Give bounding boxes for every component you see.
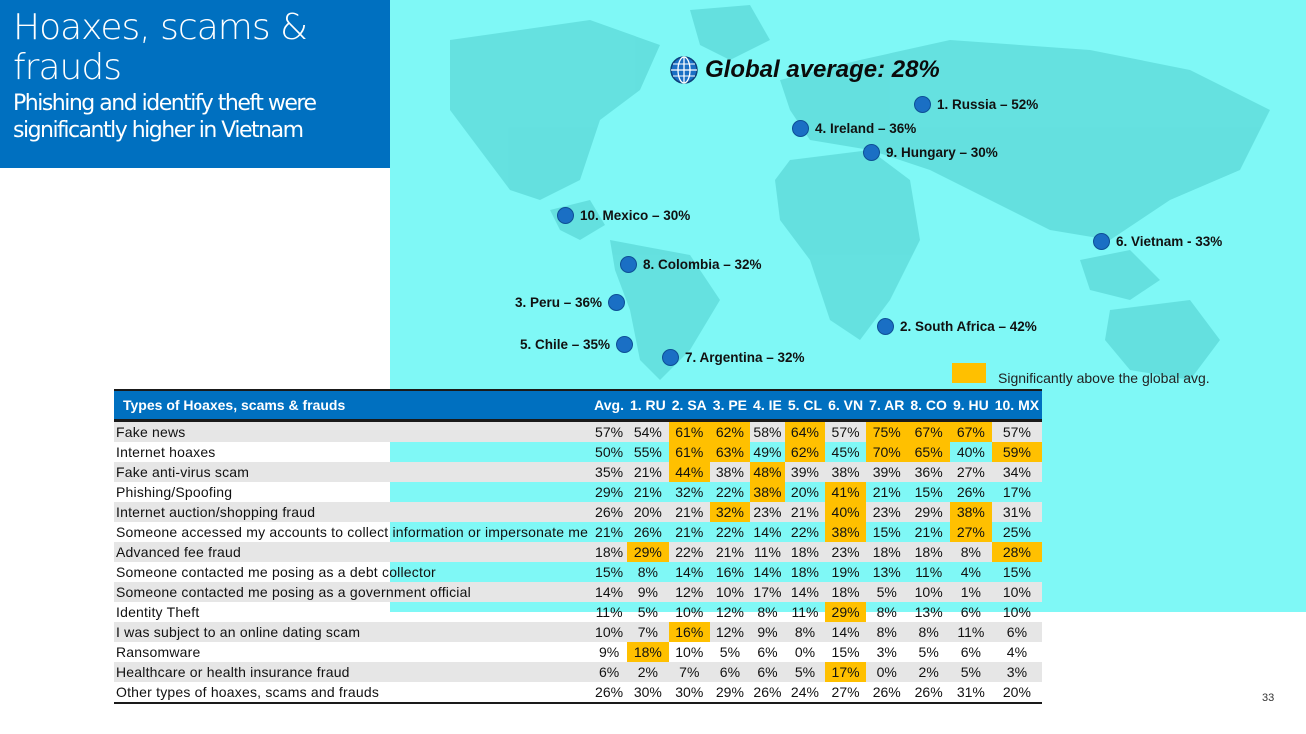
table-cell: 57% bbox=[825, 421, 866, 443]
table-cell: 23% bbox=[825, 542, 866, 562]
table-row bbox=[114, 642, 1042, 662]
table-cell: 4% bbox=[960, 564, 981, 580]
table-cell-highlighted: 17% bbox=[825, 662, 866, 682]
table-cell-highlighted: 67% bbox=[907, 421, 950, 443]
table-cell: 21% bbox=[675, 524, 704, 540]
table-row bbox=[114, 442, 1042, 462]
table-cell: 14% bbox=[785, 582, 825, 602]
legend-swatch bbox=[952, 363, 986, 383]
table-cell-highlighted: 28% bbox=[992, 542, 1042, 562]
table-cell: 20% bbox=[627, 502, 669, 522]
table-row bbox=[114, 462, 1042, 482]
table-row bbox=[114, 622, 1042, 642]
table-cell: 26% bbox=[866, 682, 907, 703]
table-cell-highlighted: 27% bbox=[950, 522, 992, 542]
table-cell: 10% bbox=[907, 582, 950, 602]
location-dot-icon bbox=[662, 349, 679, 366]
row-label: Internet hoaxes bbox=[116, 444, 216, 460]
table-cell: 26% bbox=[956, 484, 985, 500]
table-cell: 5% bbox=[866, 582, 907, 602]
table-cell: 18% bbox=[907, 542, 950, 562]
table-cell: 55% bbox=[633, 444, 662, 460]
row-label: Someone accessed my accounts to collect information or impersonate me bbox=[116, 524, 589, 540]
table-cell: 12% bbox=[715, 604, 744, 620]
table-cell: 26% bbox=[750, 682, 785, 703]
table-cell: 29% bbox=[710, 682, 750, 703]
table-row bbox=[114, 482, 1042, 502]
table-cell: 30% bbox=[669, 682, 710, 703]
map-pin-label: 4. Ireland – 36% bbox=[815, 121, 917, 136]
table-cell-highlighted: 16% bbox=[669, 622, 710, 642]
table-cell-highlighted: 70% bbox=[866, 442, 907, 462]
data-table bbox=[114, 389, 1042, 704]
table-row bbox=[114, 522, 1042, 542]
location-dot-icon bbox=[877, 318, 894, 335]
table-cell: 39% bbox=[866, 462, 907, 482]
table-cell: 8% bbox=[866, 622, 907, 642]
table-cell: 10% bbox=[710, 582, 750, 602]
table-cell: 39% bbox=[785, 462, 825, 482]
table-cell: 21% bbox=[633, 484, 662, 500]
table-cell: 58% bbox=[750, 421, 785, 443]
table-cell: 11% bbox=[595, 604, 623, 620]
table-cell: 17% bbox=[1002, 484, 1031, 500]
location-dot-icon bbox=[863, 144, 880, 161]
table-cell: 18% bbox=[591, 542, 627, 562]
table-cell: 29% bbox=[907, 502, 950, 522]
table-row bbox=[114, 502, 1042, 522]
table-cell-highlighted: 44% bbox=[669, 462, 710, 482]
table-cell: 20% bbox=[790, 484, 819, 500]
row-label: Identity Theft bbox=[116, 604, 200, 620]
global-average bbox=[669, 55, 940, 85]
table-cell-highlighted: 32% bbox=[710, 502, 750, 522]
table-cell: 10% bbox=[992, 582, 1042, 602]
table-cell: 27% bbox=[950, 462, 992, 482]
table-cell: 13% bbox=[914, 604, 943, 620]
table-cell-highlighted: 61% bbox=[669, 442, 710, 462]
row-label: Ransomware bbox=[116, 644, 201, 660]
table-cell-highlighted: 38% bbox=[750, 482, 785, 502]
table-cell: 21% bbox=[669, 502, 710, 522]
table-cell: 34% bbox=[992, 462, 1042, 482]
legend bbox=[952, 360, 1210, 386]
table-cell: 18% bbox=[825, 582, 866, 602]
table-cell: 49% bbox=[753, 444, 782, 460]
row-label: Healthcare or health insurance fraud bbox=[114, 662, 591, 682]
map-pin-ireland bbox=[792, 120, 916, 137]
table-cell: 4% bbox=[1006, 644, 1028, 660]
table-cell: 21% bbox=[627, 462, 669, 482]
column-header: 8. CO bbox=[907, 390, 950, 421]
page-number: 33 bbox=[1262, 692, 1275, 704]
table-cell: 3% bbox=[992, 662, 1042, 682]
table-cell: 26% bbox=[591, 682, 627, 703]
table-row bbox=[114, 602, 1042, 622]
table-cell: 31% bbox=[992, 502, 1042, 522]
table-cell: 11% bbox=[791, 604, 819, 620]
map-pin-south-africa bbox=[877, 318, 1037, 335]
table-cell: 8% bbox=[907, 622, 950, 642]
table-cell: 18% bbox=[785, 542, 825, 562]
table-cell: 2% bbox=[627, 662, 669, 682]
table-cell: 21% bbox=[710, 542, 750, 562]
table-cell: 16% bbox=[715, 564, 744, 580]
table-cell: 40% bbox=[956, 444, 985, 460]
table-cell: 8% bbox=[950, 542, 992, 562]
table-row bbox=[114, 421, 1042, 443]
column-header: 5. CL bbox=[785, 390, 825, 421]
table-cell: 50% bbox=[595, 444, 624, 460]
table-cell: 35% bbox=[591, 462, 627, 482]
row-label: Other types of hoaxes, scams and frauds bbox=[114, 682, 591, 703]
table-cell-highlighted: 38% bbox=[825, 522, 866, 542]
table-cell: 7% bbox=[669, 662, 710, 682]
table-cell-highlighted: 65% bbox=[907, 442, 950, 462]
table-cell: 14% bbox=[825, 622, 866, 642]
table-cell: 26% bbox=[907, 682, 950, 703]
table-cell: 22% bbox=[715, 524, 744, 540]
map-pin-peru bbox=[515, 294, 625, 311]
table-cell: 36% bbox=[907, 462, 950, 482]
table-cell: 24% bbox=[785, 682, 825, 703]
table-cell: 9% bbox=[598, 644, 620, 660]
table-cell: 8% bbox=[785, 622, 825, 642]
table-cell-highlighted: 64% bbox=[785, 421, 825, 443]
map-pin-chile bbox=[520, 336, 633, 353]
column-header: 4. IE bbox=[750, 390, 785, 421]
table-cell: 10% bbox=[675, 644, 704, 660]
table-row bbox=[114, 562, 1042, 582]
table-cell: 6% bbox=[710, 662, 750, 682]
table-header-row bbox=[114, 390, 1042, 421]
column-header: 9. HU bbox=[950, 390, 992, 421]
table-cell-highlighted: 18% bbox=[627, 642, 669, 662]
location-dot-icon bbox=[792, 120, 809, 137]
location-dot-icon bbox=[608, 294, 625, 311]
page-title: Hoaxes, scams & frauds bbox=[13, 7, 308, 88]
row-label: Someone contacted me posing as a debt collector bbox=[116, 564, 436, 580]
table-cell: 23% bbox=[750, 502, 785, 522]
table-cell: 12% bbox=[710, 622, 750, 642]
table-cell: 21% bbox=[785, 502, 825, 522]
table-cell-highlighted: 29% bbox=[627, 542, 669, 562]
table-cell: 8% bbox=[876, 604, 897, 620]
table-cell-highlighted: 75% bbox=[866, 421, 907, 443]
location-dot-icon bbox=[616, 336, 633, 353]
table-cell: 6% bbox=[757, 644, 778, 660]
table-cell: 10% bbox=[675, 604, 704, 620]
table-cell: 2% bbox=[907, 662, 950, 682]
table-cell: 21% bbox=[914, 524, 943, 540]
table-cell: 14% bbox=[753, 524, 782, 540]
map-pin-mexico bbox=[557, 207, 690, 224]
table-row bbox=[114, 682, 1042, 703]
map-pin-russia bbox=[914, 96, 1038, 113]
table-cell: 38% bbox=[710, 462, 750, 482]
globe-icon bbox=[669, 55, 699, 85]
table-cell: 15% bbox=[831, 644, 860, 660]
table-cell: 1% bbox=[950, 582, 992, 602]
table-cell: 20% bbox=[992, 682, 1042, 703]
table-cell: 5% bbox=[950, 662, 992, 682]
table-cell: 6% bbox=[960, 644, 981, 660]
table-cell: 8% bbox=[637, 564, 658, 580]
table-cell: 23% bbox=[866, 502, 907, 522]
table-cell: 19% bbox=[831, 564, 860, 580]
table-cell: 11% bbox=[750, 542, 785, 562]
table-cell: 13% bbox=[872, 564, 901, 580]
map-pin-label: 8. Colombia – 32% bbox=[643, 257, 762, 272]
map-pin-colombia bbox=[620, 256, 762, 273]
row-label: Fake news bbox=[114, 421, 591, 443]
map-pin-argentina bbox=[662, 349, 805, 366]
column-header: 10. MX bbox=[992, 390, 1042, 421]
map-pin-hungary bbox=[863, 144, 998, 161]
table-cell-highlighted: 67% bbox=[950, 421, 992, 443]
map-pin-label: 9. Hungary – 30% bbox=[886, 145, 998, 160]
map-pin-label: 7. Argentina – 32% bbox=[685, 350, 805, 365]
table-cell: 3% bbox=[876, 644, 897, 660]
table-cell: 11% bbox=[950, 622, 992, 642]
table-cell: 32% bbox=[675, 484, 704, 500]
row-label: Someone contacted me posing as a government official bbox=[114, 582, 591, 602]
table-cell-highlighted: 41% bbox=[825, 482, 866, 502]
table-cell: 31% bbox=[950, 682, 992, 703]
table-cell-highlighted: 38% bbox=[950, 502, 992, 522]
table-cell-highlighted: 62% bbox=[785, 442, 825, 462]
table-cell: 45% bbox=[831, 444, 860, 460]
table-cell: 8% bbox=[757, 604, 778, 620]
table-cell: 12% bbox=[669, 582, 710, 602]
location-dot-icon bbox=[1093, 233, 1110, 250]
table-cell: 15% bbox=[595, 564, 624, 580]
table-cell: 21% bbox=[872, 484, 901, 500]
row-label: Phishing/Spoofing bbox=[116, 484, 233, 500]
table-cell: 5% bbox=[637, 604, 658, 620]
table-cell: 54% bbox=[627, 421, 669, 443]
map-pin-label: 5. Chile – 35% bbox=[520, 337, 611, 352]
table-cell: 57% bbox=[992, 421, 1042, 443]
table-cell: 6% bbox=[960, 604, 981, 620]
table-cell: 15% bbox=[1002, 564, 1031, 580]
title-panel bbox=[0, 0, 390, 168]
table-cell: 57% bbox=[591, 421, 627, 443]
table-cell: 29% bbox=[595, 484, 624, 500]
table-cell: 15% bbox=[872, 524, 901, 540]
table-cell: 38% bbox=[825, 462, 866, 482]
column-header: 1. RU bbox=[627, 390, 669, 421]
table-cell: 14% bbox=[675, 564, 704, 580]
table-cell: 22% bbox=[790, 524, 819, 540]
table-cell-highlighted: 29% bbox=[825, 602, 866, 622]
map-pin-label: 10. Mexico – 30% bbox=[580, 208, 691, 223]
page-subtitle: Phishing and identify theft were significantly higher in Vietnam bbox=[13, 91, 316, 143]
table-row bbox=[114, 662, 1042, 682]
table-cell: 9% bbox=[627, 582, 669, 602]
table-cell: 14% bbox=[591, 582, 627, 602]
location-dot-icon bbox=[914, 96, 931, 113]
column-header: Avg. bbox=[591, 390, 627, 421]
table-cell-highlighted: 48% bbox=[750, 462, 785, 482]
column-header: 2. SA bbox=[669, 390, 710, 421]
table-row bbox=[114, 582, 1042, 602]
row-label: Advanced fee fraud bbox=[114, 542, 591, 562]
table-cell: 18% bbox=[866, 542, 907, 562]
table-cell: 6% bbox=[591, 662, 627, 682]
table-cell: 5% bbox=[918, 644, 939, 660]
table-cell-highlighted: 40% bbox=[825, 502, 866, 522]
map-pin-label: 6. Vietnam - 33% bbox=[1116, 234, 1223, 249]
location-dot-icon bbox=[620, 256, 637, 273]
column-header-type: Types of Hoaxes, scams & frauds bbox=[114, 390, 591, 421]
column-header: 3. PE bbox=[710, 390, 750, 421]
location-dot-icon bbox=[557, 207, 574, 224]
table-cell: 22% bbox=[669, 542, 710, 562]
table-cell: 26% bbox=[591, 502, 627, 522]
table-cell: 11% bbox=[915, 564, 943, 580]
column-header: 7. AR bbox=[866, 390, 907, 421]
table-cell: 5% bbox=[785, 662, 825, 682]
table-cell: 30% bbox=[627, 682, 669, 703]
table-cell-highlighted: 62% bbox=[710, 421, 750, 443]
legend-label: Significantly above the global avg. bbox=[998, 370, 1210, 386]
map-pin-label: 1. Russia – 52% bbox=[937, 97, 1039, 112]
column-header: 6. VN bbox=[825, 390, 866, 421]
table-cell: 22% bbox=[715, 484, 744, 500]
row-label: Fake anti-virus scam bbox=[114, 462, 591, 482]
table-cell-highlighted: 63% bbox=[710, 442, 750, 462]
table-cell: 10% bbox=[591, 622, 627, 642]
table-row bbox=[114, 542, 1042, 562]
table-cell: 9% bbox=[750, 622, 785, 642]
table-body bbox=[114, 421, 1042, 704]
table-cell: 26% bbox=[633, 524, 662, 540]
table-cell: 27% bbox=[825, 682, 866, 703]
row-label: Internet auction/shopping fraud bbox=[114, 502, 591, 522]
table-cell: 18% bbox=[790, 564, 819, 580]
table-cell-highlighted: 59% bbox=[992, 442, 1042, 462]
table-cell: 10% bbox=[1002, 604, 1031, 620]
map-pin-label: 2. South Africa – 42% bbox=[900, 319, 1037, 334]
table-cell: 17% bbox=[750, 582, 785, 602]
table-cell: 6% bbox=[750, 662, 785, 682]
table-cell: 25% bbox=[1002, 524, 1031, 540]
row-label: I was subject to an online dating scam bbox=[114, 622, 591, 642]
table-cell: 15% bbox=[914, 484, 943, 500]
map-pin-vietnam bbox=[1093, 233, 1222, 250]
table-cell: 0% bbox=[866, 662, 907, 682]
table-cell: 5% bbox=[719, 644, 741, 660]
table-cell: 21% bbox=[595, 524, 624, 540]
map-pin-label: 3. Peru – 36% bbox=[515, 295, 603, 310]
table-cell: 14% bbox=[753, 564, 782, 580]
table-cell: 7% bbox=[627, 622, 669, 642]
table-cell: 0% bbox=[794, 644, 816, 660]
table-cell-highlighted: 61% bbox=[669, 421, 710, 443]
table-cell: 6% bbox=[992, 622, 1042, 642]
global-average-label: Global average: 28% bbox=[705, 56, 940, 83]
